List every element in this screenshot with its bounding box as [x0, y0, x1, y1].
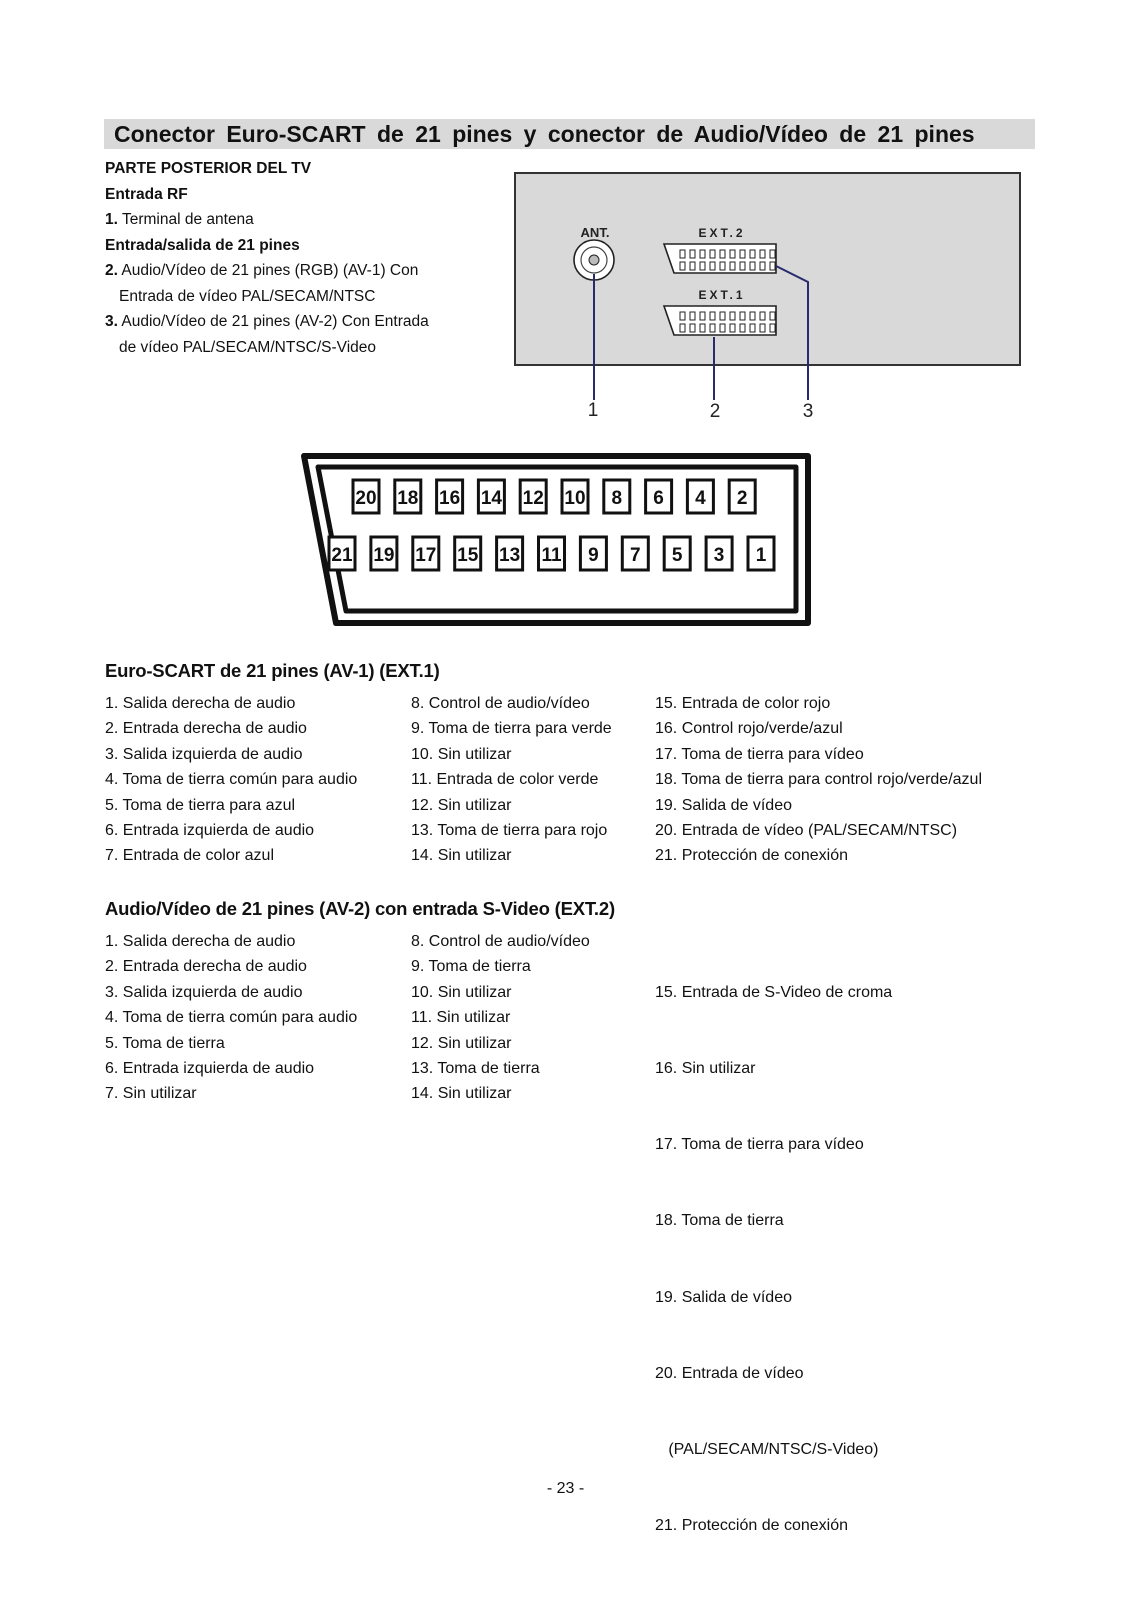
pin-number: 9: [588, 545, 599, 566]
pin-number: 2: [736, 488, 748, 509]
callout-number-2: 2: [709, 401, 721, 422]
pin-number: 19: [373, 545, 395, 566]
pin-item: 21. Protección de conexión: [655, 847, 849, 865]
pin-number: 14: [480, 488, 502, 509]
pin-item: 11. Entrada de color verde: [411, 771, 599, 789]
pin-number: 13: [499, 545, 521, 566]
scart-pin-13: [497, 537, 523, 570]
pin-item: 18. Toma de tierra para control rojo/verde/azul: [655, 771, 982, 789]
ext2-section-title: Audio/Vídeo de 21 pines (AV-2) con entrada S-Video (EXT.2): [105, 898, 615, 919]
pin-number: 15: [457, 545, 479, 566]
pin-item: 10. Sin utilizar: [411, 745, 512, 763]
scart-pin-17: [413, 537, 439, 570]
scart-pin-2: [729, 480, 755, 513]
ext2-pin-list-col3: [655, 929, 892, 1564]
pin-item: 16. Control rojo/verde/azul: [655, 720, 843, 738]
pin-item: 9. Toma de tierra: [411, 958, 531, 976]
pin-item: 9. Toma de tierra para verde: [411, 720, 612, 738]
ext1-label: EXT.1: [698, 288, 746, 302]
scart-pin-15: [455, 537, 481, 570]
pin-item: 11. Sin utilizar: [411, 1009, 511, 1027]
ext1-socket: [664, 306, 776, 335]
pin-item: 12. Sin utilizar: [411, 1034, 512, 1052]
ext1-section-title: Euro-SCART de 21 pines (AV-1) (EXT.1): [105, 660, 440, 681]
intro-item-3-cont: de vídeo PAL/SECAM/NTSC/S-Video: [119, 338, 377, 356]
pin-item: 7. Entrada de color azul: [105, 847, 274, 865]
pin-number: 21: [331, 545, 353, 566]
ext2-pin-list-col2: [411, 929, 590, 1107]
scart-bottom-row: [329, 537, 774, 570]
pin-item: 2. Entrada derecha de audio: [105, 958, 307, 976]
pin-item: 17. Toma de tierra para vídeo: [655, 745, 864, 763]
item-text: Audio/Vídeo de 21 pines (RGB) (AV-1) Con: [121, 262, 419, 279]
pin-number: 5: [671, 545, 683, 566]
pin-number: 18: [397, 488, 419, 509]
pin-item: 4. Toma de tierra común para audio: [105, 1009, 358, 1027]
pin-item: 20. Entrada de vídeo (PAL/SECAM/NTSC): [655, 822, 958, 840]
pin-number: 8: [611, 488, 623, 509]
scart-pin-1: [748, 537, 774, 570]
ext1-pin-list-col1: [105, 691, 357, 869]
pin-number: 12: [522, 488, 544, 509]
scart-pin-10: [562, 480, 588, 513]
rf-heading: Entrada RF: [105, 185, 188, 203]
item-text: Audio/Vídeo de 21 pines (AV-2) Con Entrada: [121, 313, 429, 330]
intro-item-3: [105, 309, 429, 335]
pin-item: 17. Toma de tierra para vídeo: [655, 1136, 864, 1154]
callout-number-1: 1: [587, 400, 599, 421]
pin-item: 8. Control de audio/vídeo: [411, 933, 590, 950]
page-title: Conector Euro-SCART de 21 pines y conector de Audio/Vídeo de 21 pines: [104, 119, 1035, 149]
pin-item: 14. Sin utilizar: [411, 847, 512, 865]
scart-pin-3: [706, 537, 732, 570]
scart-pin-16: [437, 480, 463, 513]
pin-item: 8. Control de audio/vídeo: [411, 695, 590, 712]
pin-item: 1. Salida derecha de audio: [105, 933, 296, 950]
item-number: 1.: [105, 211, 118, 228]
pin-item: 18. Toma de tierra: [655, 1212, 784, 1230]
pin-number: 4: [695, 488, 706, 509]
scart-pin-21: [329, 537, 355, 570]
scart-pin-8: [604, 480, 630, 513]
pin-number: 10: [564, 488, 586, 509]
pin-item: 7. Sin utilizar: [105, 1085, 197, 1103]
ext2-socket: [664, 244, 776, 273]
pin-item: 12. Sin utilizar: [411, 796, 512, 814]
scart-pin-9: [580, 537, 606, 570]
scart-pin-7: [622, 537, 648, 570]
scart-pin-14: [478, 480, 504, 513]
item-number: 3.: [105, 313, 118, 330]
pin-item: (PAL/SECAM/NTSC/S-Video): [655, 1441, 879, 1459]
pin-number: 16: [439, 488, 461, 509]
pin-number: 3: [713, 545, 725, 566]
intro-block: [105, 156, 429, 360]
pin-item: 13. Toma de tierra para rojo: [411, 822, 608, 840]
io-heading: Entrada/salida de 21 pines: [105, 236, 300, 254]
scart-pin-12: [520, 480, 546, 513]
ext1-pin-list-col3: [655, 691, 982, 869]
pin-item: 21. Protección de conexión: [655, 1517, 849, 1535]
page-number: - 23 -: [546, 1480, 585, 1497]
ext2-label: EXT.2: [698, 226, 746, 240]
pin-item: 4. Toma de tierra común para audio: [105, 771, 358, 789]
pin-item: 19. Salida de vídeo: [655, 1288, 792, 1306]
callout-number-3: 3: [802, 401, 814, 422]
ext2-pin-list-col1: [105, 929, 357, 1107]
rear-panel-diagram: [514, 172, 1038, 426]
scart-pin-19: [371, 537, 397, 570]
pin-item: 5. Toma de tierra para azul: [105, 796, 296, 814]
pin-item: 20. Entrada de vídeo: [655, 1364, 804, 1382]
pin-item: 2. Entrada derecha de audio: [105, 720, 307, 738]
ext1-pin-list-col2: [411, 691, 612, 869]
pin-number: 1: [755, 545, 767, 566]
rear-panel-heading: PARTE POSTERIOR DEL TV: [105, 160, 312, 177]
pin-item: 5. Toma de tierra: [105, 1034, 225, 1052]
pin-item: 16. Sin utilizar: [655, 1060, 756, 1078]
pin-item: 13. Toma de tierra: [411, 1060, 540, 1078]
pin-item: 15. Entrada de S-Video de croma: [655, 983, 893, 1001]
pin-item: 6. Entrada izquierda de audio: [105, 822, 315, 840]
scart-pin-11: [539, 537, 565, 570]
pin-item: 10. Sin utilizar: [411, 983, 512, 1001]
intro-item-1: [105, 207, 429, 233]
intro-item-2-cont: Entrada de vídeo PAL/SECAM/NTSC: [119, 287, 376, 305]
pin-number: 11: [541, 545, 562, 566]
pin-item: 1. Salida derecha de audio: [105, 695, 296, 712]
scart-pin-4: [687, 480, 713, 513]
scart-pin-6: [646, 480, 672, 513]
scart-pin-18: [395, 480, 421, 513]
pin-item: 19. Salida de vídeo: [655, 796, 792, 814]
scart-pin-5: [664, 537, 690, 570]
pin-number: 6: [653, 488, 664, 509]
pin-item: 6. Entrada izquierda de audio: [105, 1060, 315, 1078]
pin-number: 7: [630, 545, 641, 566]
pin-item: 3. Salida izquierda de audio: [105, 745, 303, 763]
scart-pin-20: [353, 480, 379, 513]
item-number: 2.: [105, 262, 118, 279]
ant-label: ANT.: [580, 225, 610, 240]
pin-item: 14. Sin utilizar: [411, 1085, 512, 1103]
item-text: Terminal de antena: [121, 211, 254, 228]
pin-item: 3. Salida izquierda de audio: [105, 983, 303, 1001]
pin-number: 17: [415, 545, 437, 566]
intro-item-2: [105, 258, 429, 284]
pin-item: 15. Entrada de color rojo: [655, 695, 831, 712]
pin-number: 20: [355, 488, 377, 509]
scart-pinout-diagram: [296, 453, 826, 628]
